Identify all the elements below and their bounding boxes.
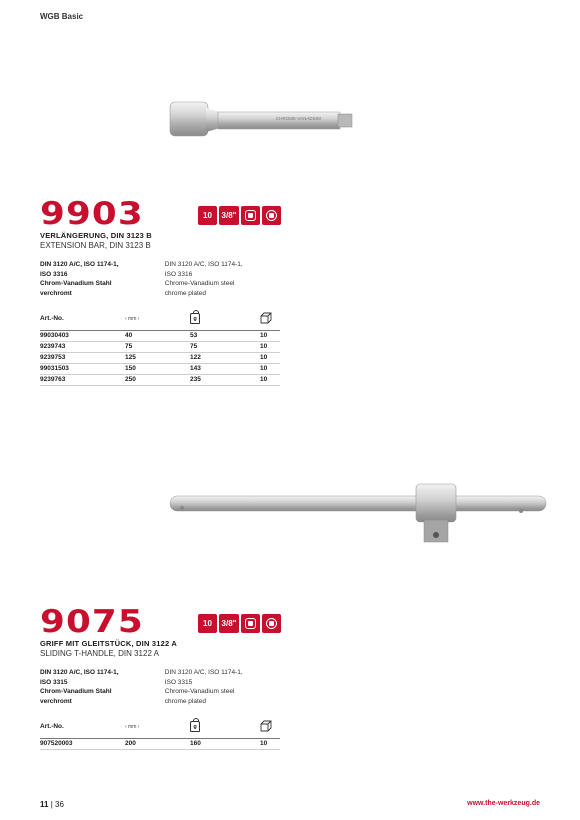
pack-icon bbox=[260, 720, 271, 732]
cell-weight: 75 bbox=[190, 341, 260, 352]
square-socket-icon bbox=[262, 614, 281, 633]
cell-art-no: 99030403 bbox=[40, 330, 125, 341]
article-number: 9903 bbox=[40, 196, 144, 232]
page-section: 11 bbox=[40, 800, 49, 809]
title-english: SLIDING T-HANDLE, DIN 3122 A bbox=[40, 649, 160, 658]
table-header bbox=[40, 716, 280, 738]
table-row bbox=[40, 352, 280, 363]
header-weight bbox=[190, 308, 260, 330]
spec-line: DIN 3120 A/C, ISO 1174-1, bbox=[164, 669, 243, 676]
specifications bbox=[40, 260, 280, 298]
page-number bbox=[40, 800, 64, 809]
table-row bbox=[40, 341, 280, 352]
length-mm-icon: ‹ mm › bbox=[125, 316, 140, 323]
specifications bbox=[40, 668, 280, 706]
website-link[interactable]: www.the-werkzeug.de bbox=[467, 800, 540, 807]
cell-pack: 10 bbox=[260, 341, 280, 352]
extension-bar-engraving: CHROME-VANADIUM bbox=[276, 116, 321, 121]
spec-line: Chrome-Vanadium steel bbox=[164, 688, 235, 695]
cell-pack: 10 bbox=[260, 738, 280, 749]
cell-length: 200 bbox=[125, 738, 190, 749]
specs-german bbox=[40, 260, 165, 298]
article-number: 9075 bbox=[40, 604, 144, 640]
extension-bar-image bbox=[168, 98, 358, 146]
product-9903 bbox=[40, 196, 280, 386]
table-row bbox=[40, 374, 280, 385]
spec-line: ISO 3315 bbox=[164, 678, 193, 686]
cell-length: 150 bbox=[125, 363, 190, 374]
cell-length: 40 bbox=[125, 330, 190, 341]
title-english: EXTENSION BAR, DIN 3123 B bbox=[40, 241, 151, 250]
article-table bbox=[40, 716, 280, 750]
cell-weight: 122 bbox=[190, 352, 260, 363]
specs-english bbox=[165, 260, 280, 298]
spec-line: chrome plated bbox=[164, 697, 206, 705]
table-row bbox=[40, 363, 280, 374]
cell-pack: 10 bbox=[260, 330, 280, 341]
badge-size-inch: 3/8" bbox=[219, 206, 239, 225]
cell-weight: 53 bbox=[190, 330, 260, 341]
square-drive-icon bbox=[241, 206, 260, 225]
weight-icon: g bbox=[190, 313, 200, 324]
cell-art-no: 99031503 bbox=[40, 363, 125, 374]
square-drive-icon bbox=[241, 614, 260, 633]
spec-line: DIN 3120 A/C, ISO 1174-1, bbox=[40, 669, 119, 676]
badge-size-inch: 3/8" bbox=[219, 614, 239, 633]
t-handle-image bbox=[168, 480, 548, 552]
header-art-no: Art.-No. bbox=[40, 716, 125, 738]
cell-art-no: 9239743 bbox=[40, 341, 125, 352]
spec-line: verchromt bbox=[40, 697, 72, 705]
cell-art-no: 9239763 bbox=[40, 374, 125, 385]
header-weight bbox=[190, 716, 260, 738]
page-num: 36 bbox=[55, 800, 64, 809]
header-pack bbox=[260, 716, 280, 738]
spec-line: ISO 3316 bbox=[164, 270, 193, 278]
cell-length: 125 bbox=[125, 352, 190, 363]
badge-size-mm: 10 bbox=[198, 614, 217, 633]
cell-pack: 10 bbox=[260, 352, 280, 363]
spec-line: chrome plated bbox=[164, 289, 206, 297]
header-length bbox=[125, 308, 190, 330]
product-9075 bbox=[40, 604, 280, 750]
spec-line: Chrom-Vanadium Stahl bbox=[40, 280, 112, 287]
drive-badges bbox=[198, 206, 281, 225]
badge-size-mm: 10 bbox=[198, 206, 217, 225]
article-table bbox=[40, 308, 280, 386]
length-mm-icon: ‹ mm › bbox=[125, 724, 140, 731]
header-art-no: Art.-No. bbox=[40, 308, 125, 330]
cell-length: 75 bbox=[125, 341, 190, 352]
specs-german bbox=[40, 668, 165, 706]
title-german: VERLÄNGERUNG, DIN 3123 B bbox=[40, 231, 152, 240]
table-header bbox=[40, 308, 280, 330]
spec-line: Chrome-Vanadium steel bbox=[164, 280, 235, 287]
spec-line: DIN 3120 A/C, ISO 1174-1, bbox=[164, 261, 243, 268]
square-socket-icon bbox=[262, 206, 281, 225]
spec-line: DIN 3120 A/C, ISO 1174-1, bbox=[40, 261, 119, 268]
header-length bbox=[125, 716, 190, 738]
drive-badges bbox=[198, 614, 281, 633]
cell-art-no: 907520003 bbox=[40, 738, 125, 749]
spec-line: ISO 3316 bbox=[40, 270, 68, 278]
spec-line: ISO 3315 bbox=[40, 678, 68, 686]
title-german: GRIFF MIT GLEITSTÜCK, DIN 3122 A bbox=[40, 639, 177, 648]
spec-line: verchromt bbox=[40, 289, 72, 297]
cell-pack: 10 bbox=[260, 374, 280, 385]
cell-pack: 10 bbox=[260, 363, 280, 374]
specs-english bbox=[165, 668, 280, 706]
pack-icon bbox=[260, 312, 271, 324]
table-row bbox=[40, 738, 280, 749]
cell-weight: 143 bbox=[190, 363, 260, 374]
weight-icon: g bbox=[190, 721, 200, 732]
spec-line: Chrom-Vanadium Stahl bbox=[40, 688, 112, 695]
table-row bbox=[40, 330, 280, 341]
cell-length: 250 bbox=[125, 374, 190, 385]
cell-weight: 160 bbox=[190, 738, 260, 749]
brand-label: WGB Basic bbox=[40, 12, 84, 21]
cell-weight: 235 bbox=[190, 374, 260, 385]
header-pack bbox=[260, 308, 280, 330]
page-separator: | bbox=[50, 800, 53, 809]
cell-art-no: 9239753 bbox=[40, 352, 125, 363]
